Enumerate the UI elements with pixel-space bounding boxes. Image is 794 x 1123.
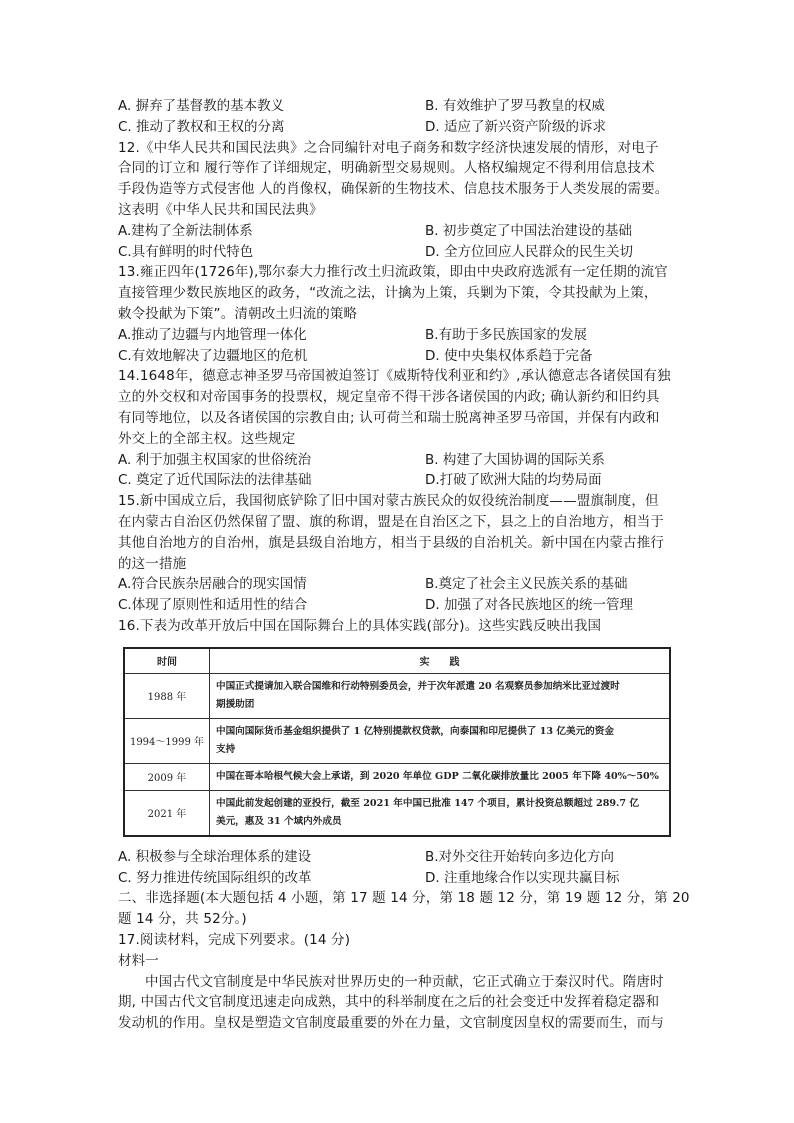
material-text: 中国古代文官制度是中华民族对世界历史的一种贡献，它正式确立于秦汉时代。隋唐时 <box>145 973 664 990</box>
option-a: A. 积极参与全球治理体系的建设 <box>118 848 312 865</box>
question-text: 14.1648年，德意志神圣罗马帝国被迫签订《威斯特伐利亚和约》,承认德意志各诸侯国有独 <box>118 368 671 385</box>
option-b: B. 构建了大国协调的国际关系 <box>425 451 605 468</box>
practice-table <box>123 647 671 837</box>
option-row <box>118 117 684 138</box>
cell-practice <box>210 718 671 763</box>
question-text: 立的外交权和对帝国事务的投票权，规定皇帝不得干涉各诸侯国的内政; 确认新约和旧约具 <box>118 389 660 406</box>
option-c: C.有效地解决了边疆地区的危机 <box>118 347 308 364</box>
question-text: 手段伪造等方式侵害他 人的肖像权，确保新的生物技术、信息技术服务于人类发展的需要。 <box>118 181 669 198</box>
section-non-choice <box>118 888 690 1034</box>
question-text: 外交上的全部主权。这些规定 <box>118 430 296 447</box>
material-text: 发动机的作用。皇权是塑造文官制度最重要的外在力量，文官制度因皇权的需要而生，而与 <box>118 1015 664 1032</box>
question-text: 敕令投献为下策”。清朝改土归流的策略 <box>118 305 358 322</box>
option-d: D. 注重地缘合作以实现共赢目标 <box>425 869 620 886</box>
option-row <box>118 868 684 889</box>
option-row <box>118 346 684 367</box>
option-row <box>118 847 684 868</box>
option-a: A.建构了全新法制体系 <box>118 222 253 239</box>
option-d: D. 适应了新兴资产阶级的诉求 <box>425 118 606 135</box>
option-b: B.奠定了社会主义民族关系的基础 <box>425 576 628 593</box>
question-14 <box>118 366 684 491</box>
option-d: D.打破了欧洲大陆的均势局面 <box>425 472 602 489</box>
question-17-stem: 17.阅读材料，完成下列要求。(14 分) <box>118 931 351 948</box>
option-a: A.推动了边疆与内地管理一体化 <box>118 326 307 343</box>
practice-line: 中国正式提请加入联合国维和行动特别委员会，并于次年派遣 20 名观察员参加纳米比亚过渡时 <box>216 680 620 692</box>
option-d: D. 加强了对各民族地区的统一管理 <box>425 597 633 614</box>
exam-page <box>118 96 690 1034</box>
option-b: B.有助于多民族国家的发展 <box>425 326 588 343</box>
header-practice: 实 践 <box>210 648 671 674</box>
cell-practice <box>210 673 671 718</box>
question-15 <box>118 491 684 616</box>
option-c: C.体现了原则性和适用性的结合 <box>118 597 308 614</box>
question-16 <box>118 616 684 888</box>
option-row <box>118 221 684 242</box>
option-c: C. 奠定了近代国际法的法律基础 <box>118 472 312 489</box>
question-12 <box>118 138 684 263</box>
practice-line: 中国在哥本哈根气候大会上承诺，到 2020 年单位 GDP 二氧化碳排放量比 2005 年下降 40%～50% <box>216 770 659 782</box>
practice-line: 中国此前发起创建的亚投行，截至 2021 年中国已批准 147 个项目，累计投资总额超过 289.7 亿 <box>216 797 639 809</box>
cell-time: 2021 年 <box>124 790 210 836</box>
question-text: 其他自治地方的自治州，旗是县级自治地方，相当于县级的自治机关。新中国在内蒙古推行 <box>118 534 664 551</box>
option-a: A. 摒弃了基督教的基本教义 <box>118 98 285 114</box>
table-header-row <box>124 648 670 674</box>
option-row <box>118 450 684 471</box>
question-text: 12.《中华人民共和国民法典》之合同编针对电子商务和数字经济快速发展的情形，对电子 <box>118 139 659 156</box>
cell-time: 1988 年 <box>124 673 210 718</box>
option-row <box>118 325 684 346</box>
q11-options <box>118 96 684 138</box>
option-a: A. 利于加强主权国家的世俗统治 <box>118 451 312 468</box>
table-row <box>124 718 670 763</box>
practice-line: 支持 <box>216 743 236 755</box>
table-row <box>124 763 670 790</box>
option-b: B. 有效维护了罗马教皇的权威 <box>425 98 605 114</box>
practice-line: 中国向国际货币基金组织提供了 1 亿特别提款权贷款，向泰国和印尼提供了 13 亿美元的资金 <box>216 725 614 737</box>
question-text: 15.新中国成立后，我国彻底铲除了旧中国对蒙古族民众的奴役统治制度——盟旗制度，但 <box>118 493 659 510</box>
option-a: A.符合民族杂居融合的现实国情 <box>118 576 307 593</box>
cell-practice <box>210 763 671 790</box>
option-c: C. 努力推进传统国际组织的改革 <box>118 869 312 886</box>
option-b: B.对外交往开始转向多边化方向 <box>425 848 615 865</box>
header-time: 时间 <box>124 648 210 674</box>
question-text: 在内蒙古自治区仍然保留了盟、旗的称谓，盟是在自治区之下，县之上的自治地方，相当于 <box>118 513 664 530</box>
question-text: 有同等地位，以及各诸侯国的宗教自由; 认可荷兰和瑞士脱离神圣罗马帝国，并保有内政和 <box>118 409 660 426</box>
option-c: C. 推动了教权和王权的分离 <box>118 118 285 135</box>
option-d: D. 全方位回应人民群众的民生关切 <box>425 243 633 260</box>
practice-line: 美元，惠及 31 个域内外成员 <box>216 815 342 827</box>
option-row <box>118 595 684 616</box>
material-label: 材料一 <box>118 952 159 969</box>
cell-time: 1994～1999 年 <box>124 718 210 763</box>
option-c: C.具有鲜明的时代特色 <box>118 243 254 260</box>
section-heading: 题 14 分，共 52分。) <box>118 911 247 928</box>
question-text: 直接管理少数民族地区的政务，“改流之法，计擒为上策，兵剿为下策，令其投献为上策， <box>118 285 658 302</box>
practice-line: 期援助团 <box>216 698 255 710</box>
question-text: 这表明《中华人民共和国民法典》 <box>118 201 323 218</box>
table-row <box>124 673 670 718</box>
option-row <box>118 242 684 263</box>
option-row <box>118 574 684 595</box>
option-row <box>118 470 684 491</box>
option-d: D. 使中央集权体系趋于完备 <box>425 347 593 364</box>
cell-practice <box>210 790 671 836</box>
question-text: 16.下表为改革开放后中国在国际舞台上的具体实践(部分)。这些实践反映出我国 <box>118 617 602 634</box>
option-b: B. 初步奠定了中国法治建设的基础 <box>425 222 632 239</box>
option-row <box>118 96 684 117</box>
question-text: 13.雍正四年(1726年),鄂尔泰大力推行改土归流政策，即由中央政府选派有一定任期的流官 <box>118 264 668 281</box>
question-13 <box>118 262 684 366</box>
table-row <box>124 790 670 836</box>
section-heading: 二、非选择题(本大题包括 4 小题，第 17 题 14 分，第 18 题 12 分，第 19 题 12 分，第 20 <box>118 890 690 907</box>
question-text: 的这一措施 <box>118 555 187 572</box>
material-text: 期, 中国古代文官制度迅速走向成熟，其中的科举制度在之后的社会变迁中发挥着稳定器和 <box>118 994 660 1011</box>
cell-time: 2009 年 <box>124 763 210 790</box>
question-text: 合同的订立和 履行等作了详细规定，明确新型交易规则。人格权编规定不得利用信息技术 <box>118 160 655 177</box>
